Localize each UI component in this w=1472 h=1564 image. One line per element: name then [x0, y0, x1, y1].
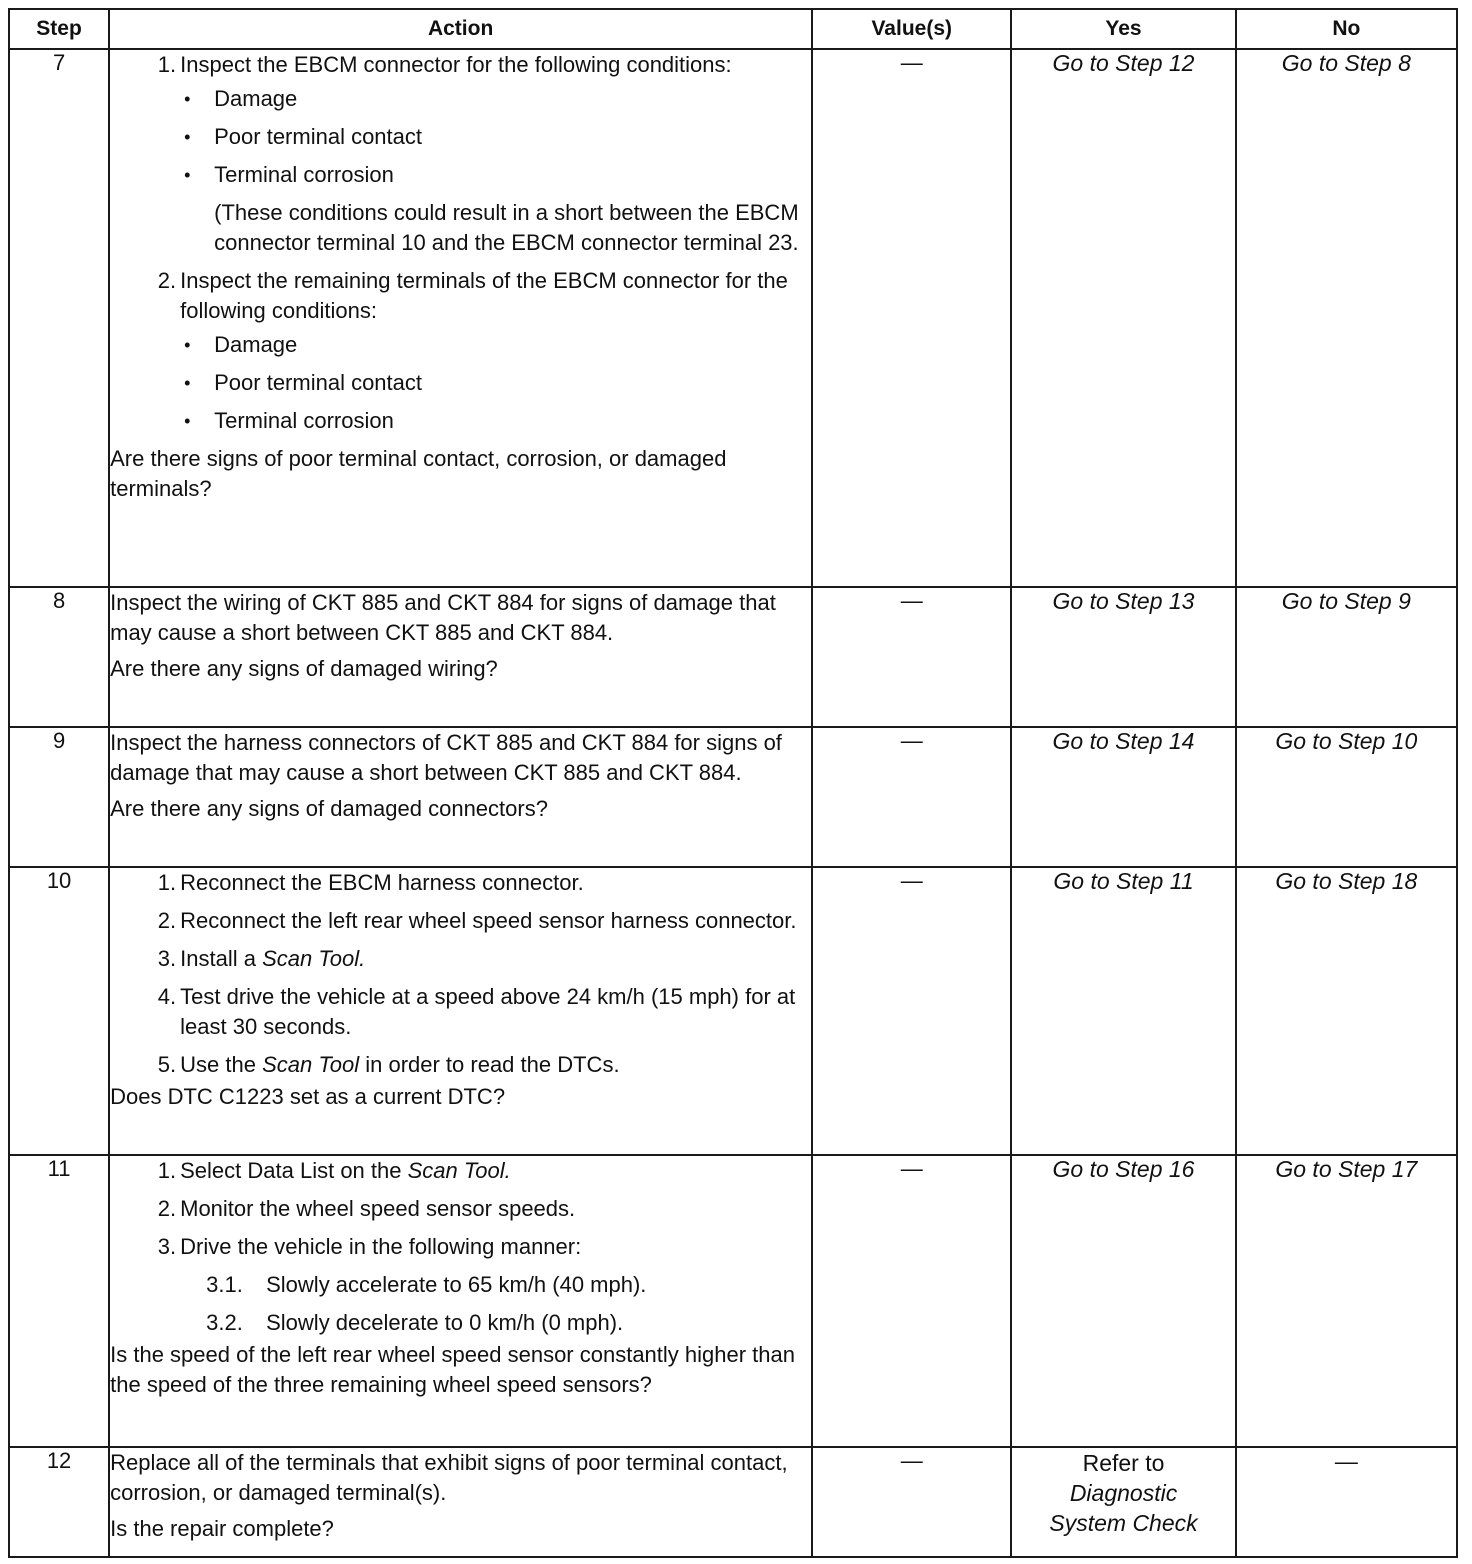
yes-link[interactable]: Go to Step 13: [1011, 587, 1235, 727]
bullet-item: • Terminal corrosion: [180, 406, 811, 436]
action-cell: [109, 1447, 812, 1557]
item-text: Monitor the wheel speed sensor speeds.: [180, 1196, 576, 1221]
table-row-step-10: [9, 867, 1457, 1155]
header-no: No: [1236, 9, 1457, 49]
item-text: Reconnect the EBCM harness connector.: [180, 870, 584, 895]
refer-target: Diagnostic: [1069, 1480, 1178, 1506]
table-row-step-8: [9, 587, 1457, 727]
action-item: [110, 1156, 811, 1186]
bullet-item: • Terminal corrosion: [180, 160, 811, 190]
header-action: Action: [109, 9, 812, 49]
bullet-list: [180, 330, 811, 436]
yes-link[interactable]: [1011, 1447, 1235, 1557]
action-question: Is the speed of the left rear wheel speed sensor constantly higher than the speed of the three remaining wheel speed sensors?: [110, 1342, 795, 1397]
header-step: Step: [9, 9, 109, 49]
diagnostic-table: [8, 8, 1458, 1558]
step-number: 8: [9, 587, 109, 727]
no-link[interactable]: Go to Step 9: [1236, 587, 1457, 727]
item-number: 1.: [157, 52, 177, 77]
action-cell: [109, 49, 812, 587]
action-item: [110, 266, 811, 436]
item-text: Inspect the EBCM connector for the following conditions:: [180, 52, 732, 77]
item-text: Test drive the vehicle at a speed above 24 km/h (15 mph) for at least 30 seconds.: [180, 984, 796, 1039]
item-number: 4.: [157, 984, 177, 1009]
bullet-item: • Poor terminal contact: [180, 122, 811, 152]
yes-link[interactable]: Go to Step 12: [1011, 49, 1235, 587]
header-values: Value(s): [812, 9, 1011, 49]
item-number: 3.: [157, 946, 177, 971]
action-item: [110, 50, 811, 258]
table-row-step-11: [9, 1155, 1457, 1447]
action-cell: [109, 867, 812, 1155]
table-row-step-9: [9, 727, 1457, 867]
sub-item-number: 3.1.: [206, 1272, 243, 1297]
action-question: Are there any signs of damaged connectors?: [110, 796, 548, 821]
action-cell: [109, 727, 812, 867]
action-question: Is the repair complete?: [110, 1516, 334, 1541]
value-cell: —: [812, 49, 1011, 587]
value-cell: —: [812, 1447, 1011, 1557]
item-number: 2.: [157, 268, 177, 293]
step-number: 12: [9, 1447, 109, 1557]
sub-item-text: Slowly accelerate to 65 km/h (40 mph).: [266, 1272, 647, 1297]
action-text: Inspect the wiring of CKT 885 and CKT 884 for signs of damage that may cause a short between CKT 885 and CKT 884.: [110, 590, 776, 645]
action-item: [110, 906, 811, 936]
table-row-step-7: [9, 49, 1457, 587]
action-item: [110, 1050, 811, 1080]
item-number: 5.: [157, 1052, 177, 1077]
item-text: Reconnect the left rear wheel speed sensor harness connector.: [180, 908, 797, 933]
item-number: 1.: [157, 1158, 177, 1183]
value-cell: —: [812, 587, 1011, 727]
item-number: 3.: [157, 1234, 177, 1259]
no-link[interactable]: Go to Step 8: [1236, 49, 1457, 587]
action-item: [110, 1232, 811, 1262]
action-item: [110, 1194, 811, 1224]
bullet-item: • Damage: [180, 330, 811, 360]
bullet-list: [180, 84, 811, 258]
action-text: Replace all of the terminals that exhibit signs of poor terminal contact, corrosion, or damaged terminal(s).: [110, 1450, 788, 1505]
header-row: [9, 9, 1457, 49]
no-link[interactable]: Go to Step 17: [1236, 1155, 1457, 1447]
step-number: 9: [9, 727, 109, 867]
bullet-item: • Poor terminal contact: [180, 368, 811, 398]
value-cell: —: [812, 867, 1011, 1155]
no-cell: —: [1236, 1447, 1457, 1557]
step-number: 10: [9, 867, 109, 1155]
no-link[interactable]: Go to Step 18: [1236, 867, 1457, 1155]
action-item: [110, 868, 811, 898]
no-link[interactable]: Go to Step 10: [1236, 727, 1457, 867]
item-text: Install a: [180, 946, 263, 971]
table-row-step-12: [9, 1447, 1457, 1557]
action-question: Are there any signs of damaged wiring?: [110, 656, 498, 681]
action-cell: [109, 587, 812, 727]
refer-target: System Check: [1049, 1510, 1198, 1536]
value-cell: —: [812, 1155, 1011, 1447]
sub-item-text: Slowly decelerate to 0 km/h (0 mph).: [266, 1310, 624, 1335]
action-cell: [109, 1155, 812, 1447]
item-text: Inspect the remaining terminals of the EBCM connector for the following conditions:: [180, 268, 788, 323]
action-item: [110, 944, 811, 974]
action-question: Does DTC C1223 set as a current DTC?: [110, 1084, 506, 1109]
scan-tool-text: Scan Tool.: [407, 1158, 511, 1183]
step-number: 7: [9, 49, 109, 587]
scan-tool-text: Scan Tool: [262, 1052, 360, 1077]
value-cell: —: [812, 727, 1011, 867]
sub-item-number: 3.2.: [206, 1310, 243, 1335]
sub-item: [110, 1270, 811, 1300]
item-text: Use the: [180, 1052, 263, 1077]
item-text: Drive the vehicle in the following manner:: [180, 1234, 582, 1259]
refer-text: Refer to: [1082, 1450, 1165, 1476]
item-text: in order to read the DTCs.: [359, 1052, 620, 1077]
yes-link[interactable]: Go to Step 14: [1011, 727, 1235, 867]
yes-link[interactable]: Go to Step 11: [1011, 867, 1235, 1155]
step-number: 11: [9, 1155, 109, 1447]
scan-tool-text: Scan Tool.: [262, 946, 366, 971]
sub-item: [110, 1308, 811, 1338]
note-text: (These conditions could result in a short between the EBCM connector terminal 10 and the EBCM connector terminal 23.: [214, 200, 799, 255]
item-number: 2.: [157, 908, 177, 933]
action-item: [110, 982, 811, 1042]
action-question: Are there signs of poor terminal contact, corrosion, or damaged terminals?: [110, 446, 727, 501]
item-text: Select Data List on the: [180, 1158, 408, 1183]
yes-link[interactable]: Go to Step 16: [1011, 1155, 1235, 1447]
item-number: 1.: [157, 870, 177, 895]
item-number: 2.: [157, 1196, 177, 1221]
header-yes: Yes: [1011, 9, 1235, 49]
bullet-item: • Damage: [180, 84, 811, 114]
action-text: Inspect the harness connectors of CKT 885 and CKT 884 for signs of damage that may cause a short between CKT 885 and CKT 884.: [110, 730, 782, 785]
